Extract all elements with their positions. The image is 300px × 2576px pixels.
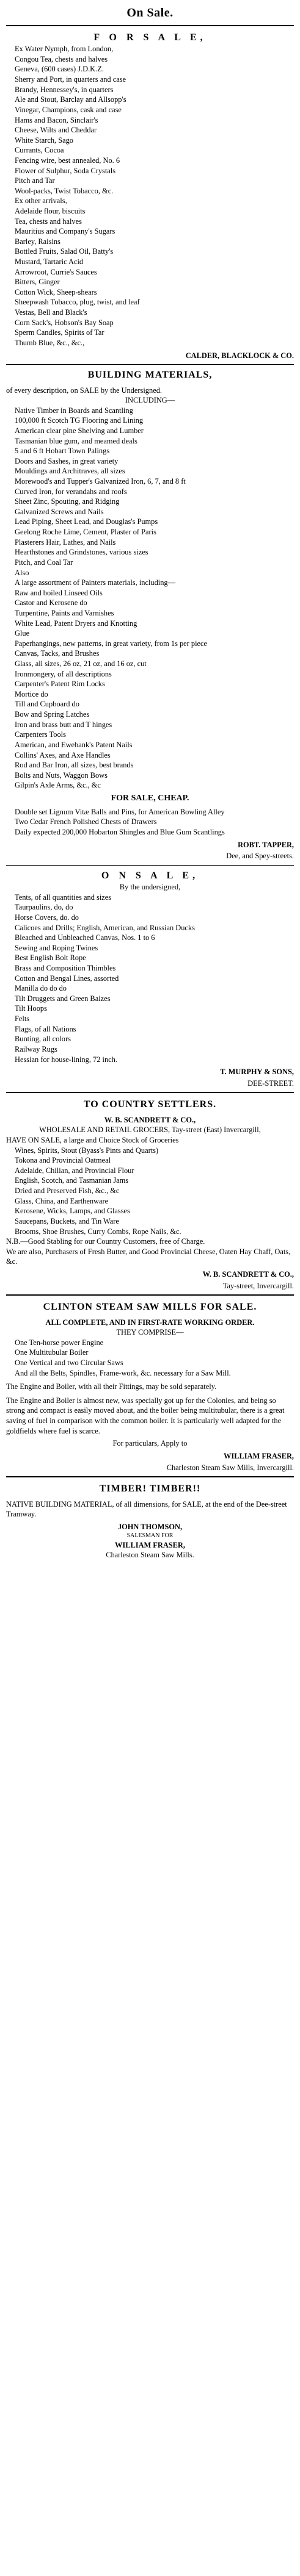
ad4-note: N.B.—Good Stabling for our Country Customers, free of Charge. [6,1237,205,1246]
ad2-list [6,406,294,791]
ad4-heading: TO COUNTRY SETTLERS. [83,1099,217,1110]
list-item: Lead Piping, Sheet Lead, and Douglas's Pumps [15,517,158,526]
list-item: Bow and Spring Latches [15,710,90,719]
list-item: Best English Bolt Rope [15,953,86,963]
ad3-sub: By the undersigned, [119,883,181,892]
list-item: Mauritius and Company's Sugars [15,227,115,236]
ad4-address: Tay-street, Invercargill. [222,1281,294,1290]
list-item: Taurpaulins, do, do [15,903,73,912]
list-item: Wines, Spirits, Stout (Byass's Pints and Quarts) [15,1146,159,1155]
list-item: Flags, of all Nations [15,1024,76,1033]
divider [6,865,294,866]
ad-calder-blacklock [6,31,294,361]
ad3-list [6,892,294,1064]
list-item: Bunting, all colors [15,1035,71,1044]
list-item: 5 and 6 ft Hobart Town Palings [15,447,110,456]
list-item: Sherry and Port, in quarters and case [15,75,126,84]
ad5-list [6,1338,294,1378]
list-item: Hearthstones and Grindstones, various sizes [15,548,148,557]
list-item: White Starch, Sago [15,135,74,145]
list-item: American clear pine Shelving and Lumber [15,426,144,435]
ad1-signature: CALDER, BLACKLOCK & CO. [185,351,294,360]
ad-scandrett [6,1098,294,1291]
list-item: Also [15,568,29,577]
list-item: Carpenters Tools [15,730,66,739]
list-item: Tilt Hoops [15,1004,47,1013]
ad2-heading: BUILDING MATERIALS, [87,370,213,381]
list-item: English, Scotch, and Tasmanian Jams [15,1176,129,1185]
ad6-para: NATIVE BUILDING MATERIAL, of all dimensions, for SALE, at the end of the Dee-street Tramway. [6,1499,287,1519]
list-item: Cotton and Bengal Lines, assorted [15,974,119,983]
list-item: Brooms, Shoe Brushes, Curry Combs, Rope Nails, &c. [15,1227,181,1236]
list-item: Hams and Bacon, Sinclair's [15,115,98,124]
list-item: Cheese, Wilts and Cheddar [15,126,97,135]
ad5-heading: CLINTON STEAM SAW MILLS FOR SALE. [43,1302,257,1313]
list-item: Till and Cupboard do [15,700,79,709]
divider [6,1092,294,1093]
list-item: Vestas, Bell and Black's [15,308,87,317]
list-item: Thumb Blue, &c., &c., [15,338,85,347]
list-item: Morewood's and Tupper's Galvanized Iron, 6, 7, and 8 ft [15,477,186,486]
list-item: Pitch, and Coal Tar [15,558,73,567]
list-item: Adelaide flour, biscuits [15,206,86,215]
ad4-firm: W. B. SCANDRETT & CO., [104,1115,196,1124]
list-item: Horse Covers, do. do [15,913,79,922]
list-item: Geneva, (600 cases) J.D.K.Z. [15,65,104,74]
ad4-list [6,1146,294,1236]
list-item: Iron and brass butt and T hinges [15,720,112,729]
list-item: Mouldings and Architraves, all sizes [15,467,125,476]
list-item: Sewing and Roping Twines [15,943,98,952]
ad4-firm-desc: WHOLESALE AND RETAIL GROCERS, Tay-street (East) Invercargill, [39,1125,261,1135]
list-item: Tea, chests and halves [15,217,82,226]
ad6-name: JOHN THOMSON, [117,1522,183,1531]
list-item: Saucepans, Buckets, and Tin Ware [15,1216,119,1225]
list-item: Daily expected 200,000 Hobarton Shingles and Blue Gum Scantlings [15,827,225,836]
page-header: On Sale. [126,6,174,20]
list-item: Plasterers Hair, Lathes, and Nails [15,537,116,547]
list-item: Tents, of all quantities and sizes [15,892,112,902]
list-item: Tokona and Provincial Oatmeal [15,1156,111,1165]
list-item: Gilpin's Axle Arms, &c., &c [15,781,101,790]
list-item: Bolts and Nuts, Waggon Bows [15,770,108,780]
ad4-intro: HAVE ON SALE, a large and Choice Stock of Groceries [6,1136,179,1145]
list-item: Two Cedar French Polished Chests of Drawers [15,817,157,827]
list-item: Railway Rugs [15,1044,57,1053]
list-item: Bleached and Unbleached Canvas, Nos. 1 to 6 [15,933,155,942]
ad5-para1: The Engine and Boiler, with all their Fittings, may be sold separately. [6,1382,217,1391]
ad5-para3: For particulars, Apply to [112,1439,188,1448]
list-item: Dried and Preserved Fish, &c., &c [15,1186,120,1196]
ad5-comprise: THEY COMPRISE— [116,1328,184,1337]
ad4-signature: W. B. SCANDRETT & CO., [202,1269,294,1279]
ad4-note2: We are also, Purchasers of Fresh Butter, and Good Provincial Cheese, Oaten Hay Chaff, Oats, &c. [6,1247,291,1266]
list-item: 100,000 ft Scotch TG Flooring and Lining [15,416,144,425]
ad2-cheap-list [6,807,294,838]
ad5-address: Charleston Steam Saw Mills, Invercargill. [166,1463,294,1472]
list-item: Hessian for house-lining, 72 inch. [15,1055,117,1064]
list-item: One Vertical and two Circular Saws [15,1358,123,1368]
ad2-signature: ROBT. TAPPER, [238,840,294,849]
ad1-list [6,44,294,348]
list-item: Ironmongery, of all descriptions [15,669,112,678]
list-item: Glass, all sizes, 26 oz, 21 oz, and 16 oz, cut [15,659,147,669]
ad1-heading: F O R S A L E, [93,32,207,43]
list-item: Tasmanian blue gum, and meamed deals [15,436,137,445]
list-item: Doors and Sashes, in great variety [15,456,119,465]
divider [6,25,294,26]
list-item: White Lead, Patent Dryers and Knotting [15,619,137,628]
list-item: Cotton Wick, Sheep-shears [15,287,97,296]
list-item: Vinegar, Champions, cask and case [15,105,122,114]
list-item: Pitch and Tar [15,176,55,185]
list-item: Felts [15,1014,30,1024]
list-item: Manilla do do do [15,984,67,993]
list-item: Turpentine, Paints and Varnishes [15,608,114,617]
list-item: Ex other arrivals, [15,196,67,206]
ad5-sub1: ALL COMPLETE, AND IN FIRST-RATE WORKING ORDER. [45,1318,255,1327]
ad6-address: Charleston Steam Saw Mills. [106,1551,194,1560]
ad-timber [6,1482,294,1560]
list-item: Mortice do [15,689,48,698]
list-item: Mustard, Tartaric Acid [15,257,84,267]
list-item: Glue [15,629,30,638]
list-item: Ex Water Nymph, from London, [15,45,114,54]
list-item: Corn Sack's, Hobson's Bay Soap [15,318,114,327]
ad6-salesman: SALESMAN FOR [126,1532,174,1540]
ad3-heading: O N S A L E, [101,870,199,881]
ad-murphy-sons [6,869,294,1089]
ad-clinton-saw-mills [6,1301,294,1473]
list-item: Tilt Druggets and Green Baizes [15,994,111,1003]
list-item: Brandy, Hennessey's, in quarters [15,85,114,94]
list-item: Fencing wire, best annealed, No. 6 [15,156,120,165]
ad6-signature: WILLIAM FRASER, [115,1540,185,1549]
list-item: Bitters, Ginger [15,278,60,287]
list-item: Paperhangings, new patterns, in great variety, from 1s per piece [15,639,208,648]
newspaper-page [0,5,300,1560]
ad6-heading: TIMBER! TIMBER!! [99,1484,201,1494]
list-item: Ale and Stout, Barclay and Allsopp's [15,95,126,104]
list-item: Arrowroot, Currie's Sauces [15,267,97,276]
list-item: Double set Lignum Vitæ Balls and Pins, for American Bowling Alley [15,807,225,816]
list-item: Sheepwash Tobacco, plug, twist, and leaf [15,298,140,307]
ad-building-materials [6,368,294,861]
list-item: One Multitubular Boiler [15,1348,89,1357]
ad3-address: DEE-STREET. [247,1078,294,1088]
ad5-para2: The Engine and Boiler is almost new, was specially got up for the Colonies, and being so strong and compact is easily moved about, and the boiler being multitubular, there is a great saving of fuel in comparison with the common boiler. It is particularly well adapted for the goldfields where fuel is scarce. [6,1396,285,1435]
list-item: Collins' Axes, and Axe Handles [15,750,111,759]
ad2-including: INCLUDING— [125,396,175,405]
ad5-signature: WILLIAM FRASER, [224,1451,294,1460]
list-item: Raw and boiled Linseed Oils [15,588,103,597]
list-item: A large assortment of Painters materials, including— [15,578,176,587]
list-item: Carpenter's Patent Rim Locks [15,680,105,689]
list-item: Flower of Sulphur, Soda Crystals [15,166,116,175]
divider [6,364,294,365]
list-item: Kerosene, Wicks, Lamps, and Glasses [15,1207,130,1216]
list-item: Sheet Zinc, Spouting, and Ridging [15,497,120,506]
list-item: Glass, China, and Earthenware [15,1196,109,1205]
list-item: One Ten-horse power Engine [15,1338,104,1347]
list-item: Curved Iron, for verandahs and roofs [15,487,127,496]
ad3-signature: T. MURPHY & SONS, [220,1067,294,1077]
list-item: Rod and Bar Iron, all sizes, best brands [15,761,134,770]
list-item: Geelong Roche Lime, Cement, Plaster of Paris [15,528,156,537]
ad2-cheap-heading: FOR SALE, CHEAP. [111,793,189,803]
list-item: Wool-packs, Twist Tobacco, &c. [15,186,114,195]
list-item: Sperm Candles, Spirits of Tar [15,328,104,337]
divider [6,1294,294,1296]
list-item: Castor and Kerosene do [15,598,87,608]
list-item: Galvanized Screws and Nails [15,507,104,516]
list-item: Calicoes and Drills; English, American, and Russian Ducks [15,923,195,932]
list-item: Native Timber in Boards and Scantling [15,406,133,415]
list-item: Congou Tea, chests and halves [15,54,108,63]
list-item: American, and Ewebank's Patent Nails [15,740,133,749]
ad2-address: Dee, and Spey-streets. [226,852,294,861]
list-item: Adelaide, Chilian, and Provincial Flour [15,1166,134,1175]
ad2-intro: of every description, on SALE by the Undersigned. [6,386,162,395]
list-item: Bottled Fruits, Salad Oil, Batty's [15,247,114,256]
list-item: Barley, Raisins [15,237,60,246]
list-item: And all the Belts, Spindles, Frame-work, &c. necessary for a Saw Mill. [15,1368,231,1377]
divider [6,1476,294,1477]
list-item: Canvas, Tacks, and Brushes [15,649,100,658]
list-item: Currants, Cocoa [15,146,64,155]
list-item: Brass and Composition Thimbles [15,964,116,973]
